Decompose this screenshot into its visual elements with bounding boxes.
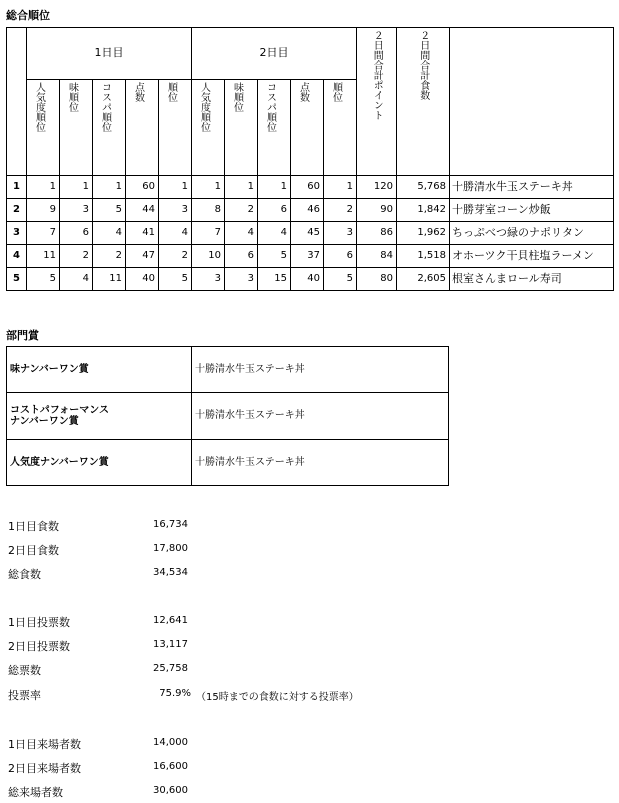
day2-value-cell: 1 <box>192 176 225 199</box>
day2-value-cell: 4 <box>258 222 291 245</box>
day2-value-cell: 3 <box>225 268 258 291</box>
stat-value: 30,600 <box>153 785 188 796</box>
meals-cell: 2,605 <box>397 268 450 291</box>
d2-rank-header: 順位 <box>324 80 357 176</box>
day2-value-cell: 2 <box>225 199 258 222</box>
day1-value-cell: 47 <box>126 245 159 268</box>
d1-taste-header: 味順位 <box>60 80 93 176</box>
day1-value-cell: 44 <box>126 199 159 222</box>
award-value: 十勝清水牛玉ステーキ丼 <box>192 347 449 393</box>
d2-popularity-header: 人気度順位 <box>192 80 225 176</box>
rank-cell: 2 <box>7 199 27 222</box>
awards-title: 部門賞 <box>6 329 39 342</box>
day1-value-cell: 11 <box>93 268 126 291</box>
award-row <box>7 347 449 393</box>
award-label: コストパフォーマンス ナンバーワン賞 <box>7 393 192 440</box>
day1-value-cell: 3 <box>60 199 93 222</box>
table-row <box>7 245 614 268</box>
stat-value: 25,758 <box>153 663 188 674</box>
rank-header-blank <box>7 28 27 176</box>
ranking-table <box>6 27 614 291</box>
day1-value-cell: 11 <box>27 245 60 268</box>
points-cell: 120 <box>357 176 397 199</box>
day1-value-cell: 2 <box>159 245 192 268</box>
day2-value-cell: 10 <box>192 245 225 268</box>
day2-value-cell: 40 <box>291 268 324 291</box>
d1-score-header: 点数 <box>126 80 159 176</box>
day1-value-cell: 4 <box>159 222 192 245</box>
stat-value: 16,734 <box>153 519 188 530</box>
day1-value-cell: 5 <box>27 268 60 291</box>
day2-value-cell: 3 <box>324 222 357 245</box>
total-points-header: ２日間合計ポイント <box>357 28 397 176</box>
stat-label: 投票率 <box>8 689 41 702</box>
stat-label: 2日目食数 <box>8 544 59 557</box>
day1-value-cell: 40 <box>126 268 159 291</box>
day2-value-cell: 3 <box>192 268 225 291</box>
day1-header: 1日目 <box>27 28 192 80</box>
d1-cospa-header: コスパ順位 <box>93 80 126 176</box>
stat-label: 2日目投票数 <box>8 640 70 653</box>
day2-value-cell: 8 <box>192 199 225 222</box>
day2-value-cell: 2 <box>324 199 357 222</box>
day2-value-cell: 6 <box>258 199 291 222</box>
stat-label: 2日目来場者数 <box>8 762 81 775</box>
day1-value-cell: 3 <box>159 199 192 222</box>
table-row <box>7 176 614 199</box>
day2-value-cell: 7 <box>192 222 225 245</box>
day2-value-cell: 6 <box>225 245 258 268</box>
day1-value-cell: 5 <box>159 268 192 291</box>
stat-value: 12,641 <box>153 615 188 626</box>
stat-label: 総票数 <box>8 664 41 677</box>
day1-value-cell: 1 <box>27 176 60 199</box>
stat-label: 1日目食数 <box>8 520 59 533</box>
total-meals-header: ２日間合計食数 <box>397 28 450 176</box>
stat-label: 総来場者数 <box>8 786 63 799</box>
stat-label: 1日目来場者数 <box>8 738 81 751</box>
rank-cell: 3 <box>7 222 27 245</box>
stat-value: 34,534 <box>153 567 188 578</box>
d1-popularity-header: 人気度順位 <box>27 80 60 176</box>
menu-header-blank <box>450 28 614 176</box>
day1-value-cell: 60 <box>126 176 159 199</box>
stat-value: 75.9% <box>159 688 191 699</box>
stat-label: 総食数 <box>8 568 41 581</box>
award-value: 十勝清水牛玉ステーキ丼 <box>192 393 449 440</box>
day1-value-cell: 6 <box>60 222 93 245</box>
day1-value-cell: 1 <box>60 176 93 199</box>
day1-value-cell: 4 <box>93 222 126 245</box>
day1-value-cell: 1 <box>159 176 192 199</box>
stat-value: 17,800 <box>153 543 188 554</box>
menu-cell: ちっぷべつ緑のナポリタン <box>450 222 614 245</box>
stat-value: 13,117 <box>153 639 188 650</box>
day2-value-cell: 1 <box>324 176 357 199</box>
day1-value-cell: 9 <box>27 199 60 222</box>
stat-label: 1日目投票数 <box>8 616 70 629</box>
points-cell: 86 <box>357 222 397 245</box>
award-label: 人気度ナンバーワン賞 <box>7 440 192 486</box>
day1-value-cell: 41 <box>126 222 159 245</box>
day2-value-cell: 15 <box>258 268 291 291</box>
d2-cospa-header: コスパ順位 <box>258 80 291 176</box>
meals-cell: 5,768 <box>397 176 450 199</box>
day2-value-cell: 60 <box>291 176 324 199</box>
day2-value-cell: 4 <box>225 222 258 245</box>
day2-value-cell: 6 <box>324 245 357 268</box>
d1-rank-header: 順位 <box>159 80 192 176</box>
points-cell: 84 <box>357 245 397 268</box>
vote-rate-note: （15時までの食数に対する投票率） <box>196 692 359 703</box>
award-value: 十勝清水牛玉ステーキ丼 <box>192 440 449 486</box>
points-cell: 80 <box>357 268 397 291</box>
stat-value: 16,600 <box>153 761 188 772</box>
meals-cell: 1,842 <box>397 199 450 222</box>
day2-value-cell: 5 <box>258 245 291 268</box>
rank-cell: 4 <box>7 245 27 268</box>
award-row <box>7 440 449 486</box>
day2-value-cell: 45 <box>291 222 324 245</box>
day1-value-cell: 2 <box>93 245 126 268</box>
table-row <box>7 199 614 222</box>
menu-cell: 根室さんまロール寿司 <box>450 268 614 291</box>
table-row <box>7 222 614 245</box>
day2-value-cell: 1 <box>258 176 291 199</box>
meals-cell: 1,518 <box>397 245 450 268</box>
day1-value-cell: 2 <box>60 245 93 268</box>
rank-cell: 5 <box>7 268 27 291</box>
award-label: 味ナンバーワン賞 <box>7 347 192 393</box>
points-cell: 90 <box>357 199 397 222</box>
day2-value-cell: 1 <box>225 176 258 199</box>
day2-value-cell: 46 <box>291 199 324 222</box>
stat-value: 14,000 <box>153 737 188 748</box>
table-row <box>7 268 614 291</box>
day1-value-cell: 4 <box>60 268 93 291</box>
awards-table <box>6 346 449 486</box>
day1-value-cell: 5 <box>93 199 126 222</box>
day2-value-cell: 37 <box>291 245 324 268</box>
day2-value-cell: 5 <box>324 268 357 291</box>
meals-cell: 1,962 <box>397 222 450 245</box>
rank-cell: 1 <box>7 176 27 199</box>
day2-header: 2日目 <box>192 28 357 80</box>
ranking-title: 総合順位 <box>6 9 50 22</box>
award-row <box>7 393 449 440</box>
day1-value-cell: 1 <box>93 176 126 199</box>
menu-cell: 十勝清水牛玉ステーキ丼 <box>450 176 614 199</box>
menu-cell: オホーツク干貝柱塩ラーメン <box>450 245 614 268</box>
d2-taste-header: 味順位 <box>225 80 258 176</box>
day1-value-cell: 7 <box>27 222 60 245</box>
menu-cell: 十勝芽室コーン炒飯 <box>450 199 614 222</box>
d2-score-header: 点数 <box>291 80 324 176</box>
